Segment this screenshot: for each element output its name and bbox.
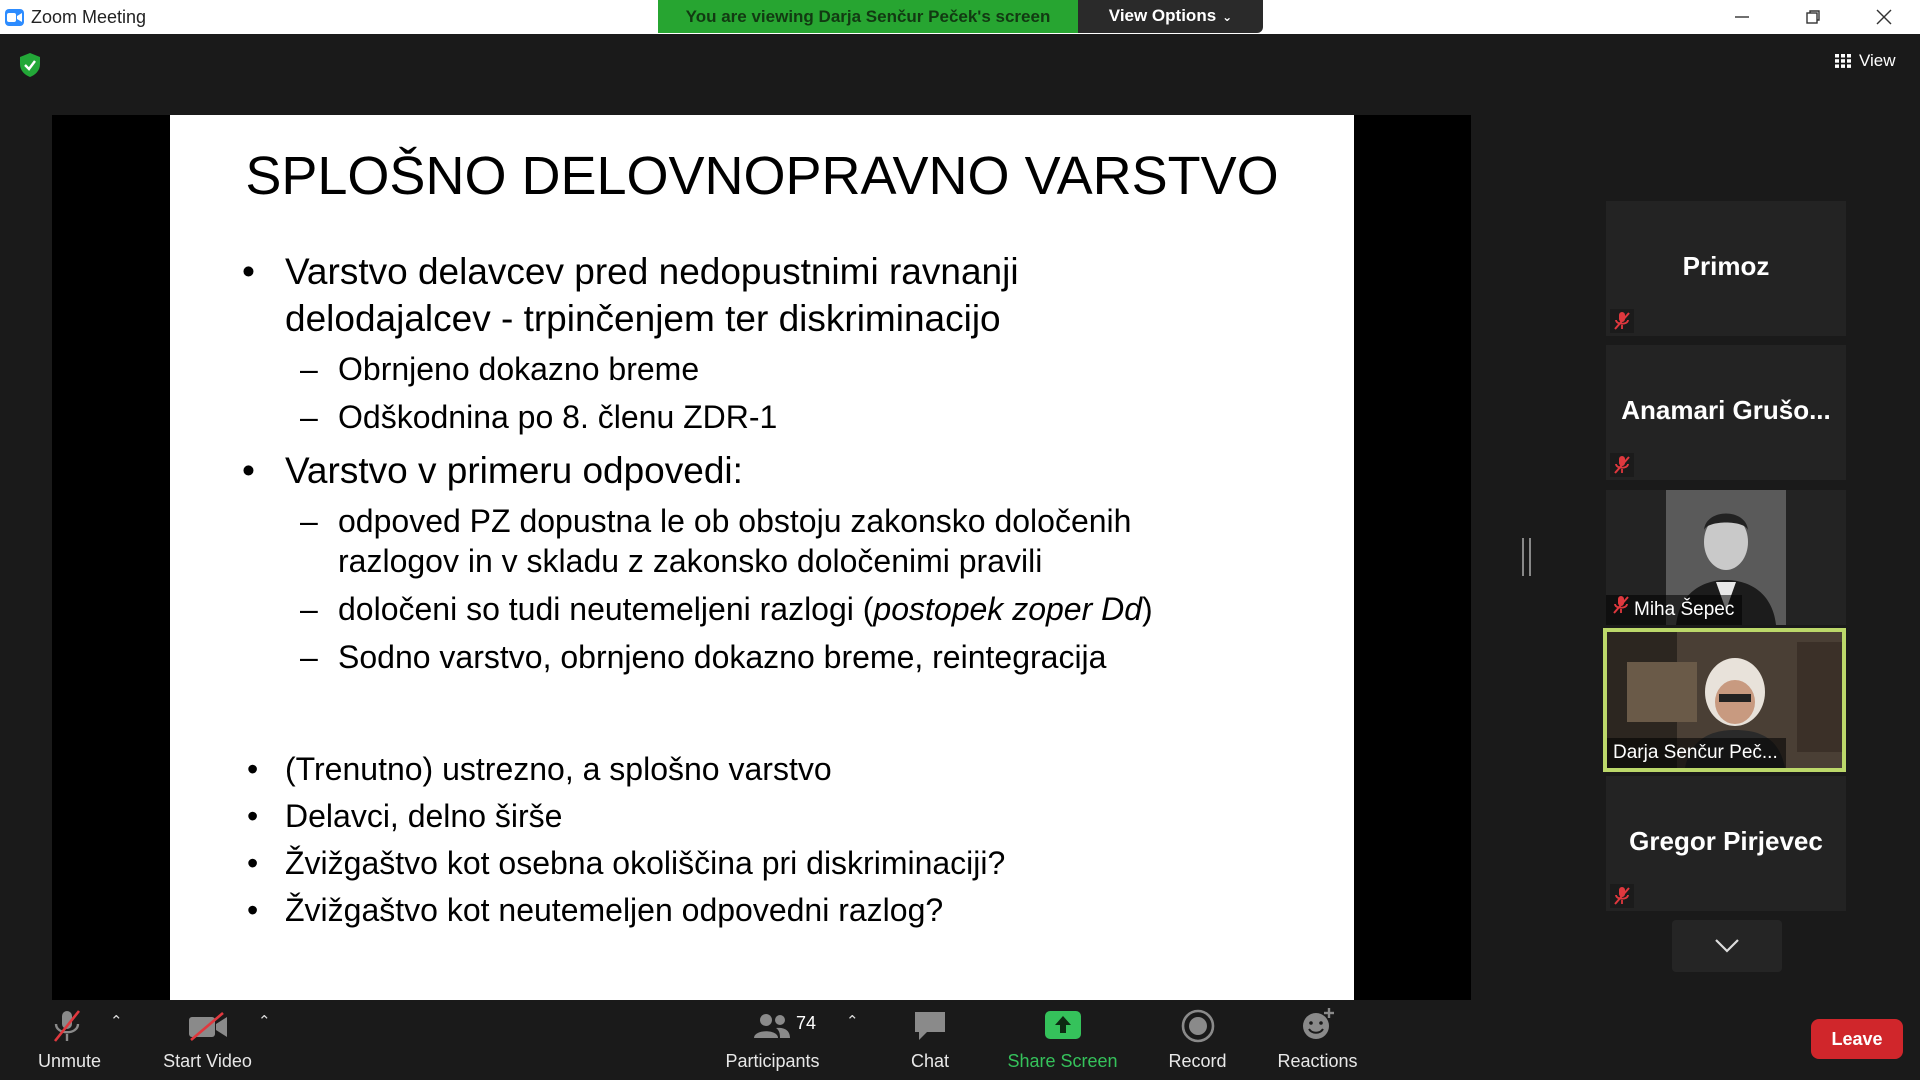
restore-icon [1805, 9, 1821, 25]
bullet-text: Delavci, delno širše [285, 798, 563, 834]
sub-bullet-item [300, 501, 1132, 581]
screen-share-banner: You are viewing Darja Senčur Peček's screen [658, 0, 1078, 33]
share-screen-button[interactable] [1000, 1000, 1125, 1080]
bullet-marker: • [242, 251, 255, 292]
dash-marker: – [300, 639, 318, 675]
bullet-text: Varstvo delavcev pred nedopustnimi ravnanji [285, 251, 1019, 292]
record-button[interactable] [1160, 1000, 1235, 1080]
bullet-marker: • [242, 450, 255, 491]
sub-bullet-text: Sodno varstvo, obrnjeno dokazno breme, reintegracija [338, 639, 1107, 675]
sub-bullet-item [300, 349, 700, 389]
chat-label: Chat [910, 1051, 950, 1071]
participant-tile[interactable] [1606, 201, 1846, 336]
bullet-item [247, 749, 832, 789]
video-options-caret-icon[interactable]: ⌃ [258, 1013, 271, 1030]
bullet-text: Žvižgaštvo kot neutemeljen odpovedni razlog? [285, 892, 944, 928]
encryption-shield-icon[interactable] [18, 52, 42, 78]
sub-bullet-text: določeni so tudi neutemeljeni razlogi ( [338, 591, 874, 627]
participant-label [1607, 738, 1786, 768]
reactions-icon [1300, 1006, 1336, 1042]
close-icon [1876, 9, 1892, 25]
start-video-button[interactable] [150, 1000, 265, 1080]
bullet-text: (Trenutno) ustrezno, a splošno varstvo [285, 751, 832, 787]
unmute-button[interactable] [22, 1000, 117, 1080]
dash-marker: – [300, 503, 318, 539]
participant-label [1606, 595, 1742, 625]
record-icon [1181, 1009, 1215, 1043]
shared-screen-area[interactable] [52, 115, 1471, 1000]
participant-tile[interactable] [1606, 345, 1846, 480]
video-off-icon [187, 1012, 229, 1042]
bullet-item [247, 890, 944, 930]
muted-mic-icon [1612, 595, 1630, 625]
bullet-text: Žvižgaštvo kot osebna okoliščina pri diskriminaciji? [285, 845, 1006, 881]
record-label: Record [1168, 1051, 1227, 1071]
slide-title: SPLOŠNO DELOVNOPRAVNO VARSTVO [245, 146, 1279, 206]
participants-label: Participants [725, 1051, 820, 1071]
sub-bullet-text: razlogov in v skladu z zakonsko določenimi pravili [338, 543, 1043, 579]
participant-name: Darja Senčur Peč... [1613, 742, 1778, 763]
dash-marker: – [300, 399, 318, 435]
sub-bullet-item [300, 397, 778, 437]
reactions-button[interactable] [1270, 1000, 1365, 1080]
bullet-marker: • [247, 892, 259, 928]
chevron-down-icon [1714, 938, 1740, 954]
sub-bullet-item [300, 637, 1107, 677]
meeting-toolbar [0, 1000, 1920, 1080]
panel-splitter-handle[interactable] [1522, 538, 1531, 576]
participant-name: Primoz [1682, 251, 1770, 281]
muted-mic-icon [1610, 453, 1634, 477]
sub-bullet-text: Odškodnina po 8. členu ZDR-1 [338, 399, 778, 435]
sub-bullet-item [300, 589, 1153, 629]
share-screen-label: Share Screen [1007, 1051, 1118, 1071]
muted-mic-icon [1610, 309, 1634, 333]
bullet-item [247, 843, 1006, 883]
view-label: View [1859, 51, 1896, 70]
chevron-down-icon: ⌄ [1222, 10, 1233, 24]
minimize-button[interactable] [1712, 0, 1772, 34]
reactions-label: Reactions [1277, 1051, 1358, 1071]
gallery-scroll-down-button[interactable] [1672, 920, 1782, 972]
participants-options-caret-icon[interactable]: ⌃ [846, 1013, 859, 1030]
sub-bullet-text: Obrnjeno dokazno breme [338, 351, 700, 387]
restore-button[interactable] [1783, 0, 1843, 34]
participant-tile[interactable] [1606, 490, 1846, 625]
participants-icon [752, 1012, 792, 1040]
chat-icon [913, 1010, 947, 1042]
leave-meeting-button[interactable]: Leave [1811, 1019, 1903, 1059]
participant-count: 74 [796, 1013, 817, 1033]
view-options-button[interactable] [1078, 0, 1263, 33]
bullet-item [247, 796, 563, 836]
participant-name: Gregor Pirjevec [1629, 826, 1823, 856]
presentation-slide [170, 115, 1354, 1000]
window-title: Zoom Meeting [31, 7, 147, 27]
unmute-label: Unmute [37, 1051, 102, 1071]
zoom-app-icon [5, 9, 24, 26]
title-bar [0, 0, 1920, 34]
sub-bullet-italic-text: postopek zoper Dd [873, 591, 1143, 627]
bullet-marker: • [247, 845, 259, 881]
bullet-text: delodajalcev - trpinčenjem ter diskriminacijo [285, 298, 1001, 339]
participant-tile[interactable] [1606, 776, 1846, 911]
share-screen-icon [1044, 1010, 1082, 1040]
bullet-marker: • [247, 798, 259, 834]
participant-name: Miha Šepec [1634, 599, 1735, 621]
dash-marker: – [300, 351, 318, 387]
start-video-label: Start Video [163, 1051, 252, 1071]
dash-marker: – [300, 591, 318, 627]
bullet-item [242, 248, 1019, 342]
bullet-text: Varstvo v primeru odpovedi: [285, 450, 743, 491]
view-options-label: View Options [1108, 6, 1217, 25]
muted-mic-icon [1610, 884, 1634, 908]
bullet-marker: • [247, 751, 259, 787]
sub-bullet-text: ) [1142, 591, 1153, 627]
minimize-icon [1734, 9, 1750, 25]
participants-button[interactable] [710, 1000, 835, 1080]
audio-options-caret-icon[interactable]: ⌃ [110, 1013, 123, 1030]
chat-button[interactable] [900, 1000, 960, 1080]
sub-bullet-text: odpoved PZ dopustna le ob obstoju zakonsko določenih [338, 503, 1132, 539]
bullet-item [242, 447, 743, 494]
gallery-view-button[interactable] [1825, 46, 1905, 76]
grid-icon [1835, 54, 1851, 68]
close-button[interactable] [1854, 0, 1914, 34]
active-speaker-tile[interactable] [1603, 628, 1846, 772]
participant-name: Anamari Grušo... [1621, 395, 1831, 425]
muted-mic-icon [50, 1008, 84, 1044]
